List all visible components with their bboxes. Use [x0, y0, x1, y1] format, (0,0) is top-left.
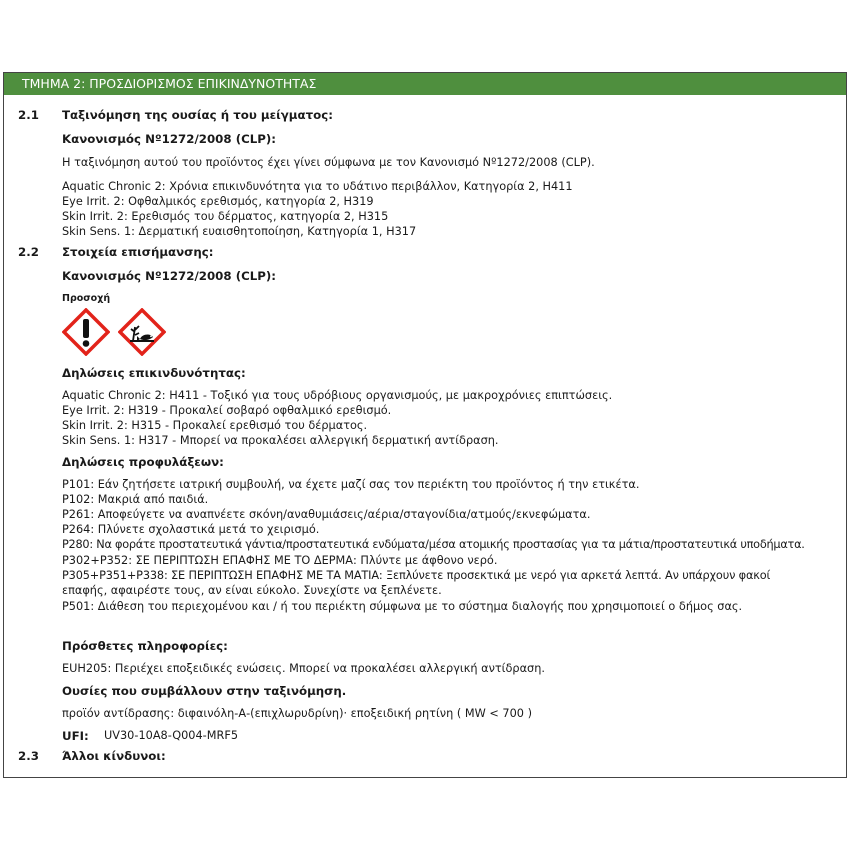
- hazard-statement: Eye Irrit. 2: H319 - Προκαλεί σοβαρό οφθαλμικό ερεθισμό.: [62, 404, 392, 417]
- precautionary-statement: P302+P352: ΣΕ ΠΕΡΙΠΤΩΣΗ ΕΠΑΦΗΣ ΜΕ ΤΟ ΔΕΡΜΑ: Πλύντε με άφθονο νερό.: [62, 554, 498, 567]
- section-title-2-2: Στοιχεία επισήμανσης:: [62, 245, 214, 259]
- classification-item: Eye Irrit. 2: Οφθαλμικός ερεθισμός, κατηγορία 2, H319: [62, 195, 374, 208]
- precautionary-statement: P305+P351+P338: ΣΕ ΠΕΡΙΠΤΩΣΗ ΕΠΑΦΗΣ ΜΕ ΤΑ ΜΑΤΙΑ: Ξεπλύνετε προσεκτικά με νερό για αρκετά λεπτά. Αν υπάρχουν φακοί: [62, 569, 771, 582]
- precautionary-statement: P101: Εάν ζητήσετε ιατρική συμβουλή, να έχετε μαζί σας τον περιέκτη του προϊόντος ή την ετικέτα.: [62, 478, 640, 491]
- precautionary-statement: P102: Μακριά από παιδιά.: [62, 493, 209, 506]
- section-number-2-2: 2.2: [18, 245, 39, 259]
- hazard-statement: Skin Sens. 1: H317 - Μπορεί να προκαλέσει αλλεργική δερματική αντίδραση.: [62, 434, 499, 447]
- classification-item: Skin Sens. 1: Δερματική ευαισθητοποίηση, Κατηγορία 1, H317: [62, 225, 417, 238]
- signal-word: Προσοχή: [62, 293, 111, 304]
- contributing-substances-title: Ουσίες που συμβάλλουν στην ταξινόμηση.: [62, 684, 347, 698]
- additional-info-title: Πρόσθετες πληροφορίες:: [62, 639, 228, 653]
- precautionary-statement: P264: Πλύνετε σχολαστικά μετά το χειρισμό.: [62, 523, 320, 536]
- section-number-2-3: 2.3: [18, 749, 39, 763]
- ufi-label: UFI:: [62, 729, 89, 743]
- additional-info-text: EUH205: Περιέχει εποξειδικές ενώσεις. Μπορεί να προκαλέσει αλλεργική αντίδραση.: [62, 662, 545, 675]
- classification-intro: Η ταξινόμηση αυτού του προϊόντος έχει γίνει σύμφωνα με τον Κανονισμό Nº1272/2008 (CLP).: [62, 156, 595, 169]
- contributing-substances-text: προϊόν αντίδρασης: διφαινόλη-Α-(επιχλωρυδρίνη)· εποξειδική ρητίνη ( MW < 700 ): [62, 707, 532, 720]
- classification-item: Aquatic Chronic 2: Χρόνια επικινδυνότητα για το υδάτινο περιβάλλον, Κατηγορία 2, H411: [62, 180, 573, 193]
- precautionary-statement: P501: Διάθεση του περιεχομένου και / ή του περιέκτη σύμφωνα με το σύστημα διαλογής που χρησιμοποιεί ο δήμος σας.: [62, 600, 743, 613]
- section-title-2-1: Ταξινόμηση της ουσίας ή του μείγματος:: [62, 108, 333, 122]
- regulation-heading-2-2: Κανονισμός Nº1272/2008 (CLP):: [62, 269, 277, 283]
- precautionary-statement: P261: Αποφεύγετε να αναπνέετε σκόνη/αναθυμιάσεις/αέρια/σταγονίδια/ατμούς/εκνεφώματα.: [62, 508, 591, 521]
- classification-item: Skin Irrit. 2: Ερεθισμός του δέρματος, κατηγορία 2, H315: [62, 210, 389, 223]
- section-header: ΤΜΗΜΑ 2: ΠΡΟΣΔΙΟΡΙΣΜΟΣ ΕΠΙΚΙΝΔΥΝΟΤΗΤΑΣ: [4, 73, 846, 95]
- regulation-heading-2-1: Κανονισμός Nº1272/2008 (CLP):: [62, 132, 277, 146]
- precautionary-statement: P280: Να φοράτε προστατευτικά γάντια/προστατευτικά ενδύματα/μέσα ατομικής προστασίας για τα μάτια/προστατευτικά υποδήματα.: [62, 538, 805, 551]
- precautionary-statements-title: Δηλώσεις προφυλάξεων:: [62, 455, 224, 469]
- hazard-statements-title: Δηλώσεις επικινδυνότητας:: [62, 366, 246, 380]
- precautionary-statement-continued: επαφής, αφαιρέστε τους, αν είναι εύκολο. Συνεχίστε να ξεπλένετε.: [62, 584, 442, 597]
- section-title-2-3: Άλλοι κίνδυνοι:: [62, 749, 166, 763]
- section-number-2-1: 2.1: [18, 108, 39, 122]
- hazard-statement: Aquatic Chronic 2: H411 - Τοξικό για τους υδρόβιους οργανισμούς, με μακροχρόνιες επιπτώσεις.: [62, 389, 613, 402]
- ufi-value: UV30-10A8-Q004-MRF5: [104, 729, 239, 742]
- environment-hazard-icon: [118, 308, 166, 356]
- exclamation-mark-icon: [62, 308, 110, 356]
- hazard-statement: Skin Irrit. 2: H315 - Προκαλεί ερεθισμό του δέρματος.: [62, 419, 368, 432]
